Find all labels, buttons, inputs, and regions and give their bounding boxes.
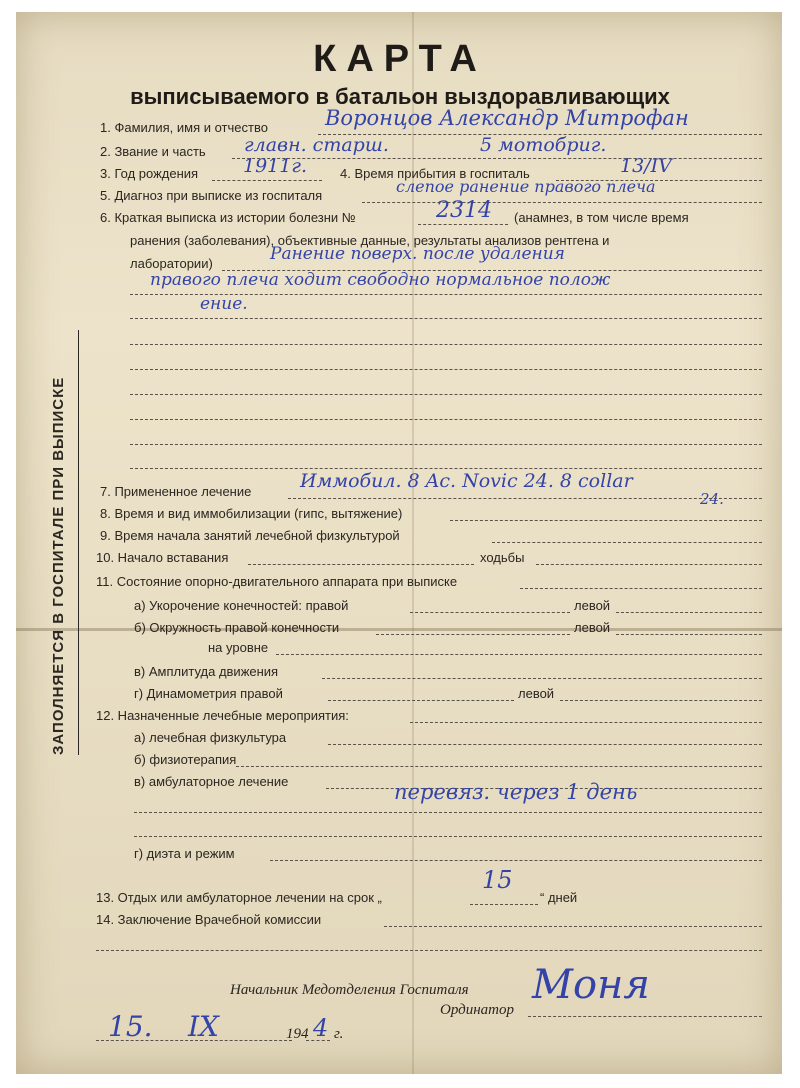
form-subtitle: выписываемого в батальон выздоравливающих [130, 84, 670, 109]
field-12-line [410, 722, 762, 723]
date-year-prefix: 194 [286, 1026, 309, 1042]
field-12d-label: г) диэта и режим [134, 846, 235, 861]
date-year-line [306, 1040, 330, 1041]
field-6-desc: ранения (заболевания), объективные данные, результаты анализов рентгена и [130, 233, 610, 248]
field-11b-line [376, 634, 570, 635]
field-12b-label: б) физиотерапия [134, 752, 237, 767]
field-14-line-2 [96, 950, 762, 951]
field-10-walk: ходьбы [480, 550, 525, 565]
field-10-line-a [248, 564, 474, 565]
field-14-label: 14. Заключение Врачебной комиссии [96, 912, 322, 927]
hw-date-year: 4 [313, 1014, 329, 1042]
field-12-label: 12. Назначенные лечебные мероприятия: [96, 708, 349, 723]
chief-label: Начальник Медотделения Госпиталя [230, 982, 469, 998]
blank-line-3 [130, 394, 762, 395]
field-3-line [212, 180, 322, 181]
field-13-label: 13. Отдых или амбулаторное лечении на срок „ [96, 890, 382, 905]
blank-line-4 [130, 419, 762, 420]
field-6-note: (анамнез, в том числе время [514, 210, 689, 225]
field-13-days: “ дней [540, 890, 578, 905]
field-11b-left: левой [574, 620, 611, 635]
field-12c-line-2 [134, 812, 762, 813]
field-9-line [492, 542, 762, 543]
field-5-label: 5. Диагноз при выписке из госпиталя [100, 188, 323, 203]
field-12d-line [270, 860, 762, 861]
field-13-line [470, 904, 538, 905]
field-11-line [520, 588, 762, 589]
field-11-label: 11. Состояние опорно-двигательного аппарата при выписке [96, 574, 458, 589]
field-7-line [288, 498, 762, 499]
date-year-suffix: г. [334, 1026, 344, 1042]
field-10-label: 10. Начало вставания [96, 550, 229, 565]
blank-line-2 [130, 369, 762, 370]
blank-line-5 [130, 444, 762, 445]
hw-rank: главн. старш. [244, 134, 389, 156]
field-11c-label: в) Амплитуда движения [134, 664, 279, 679]
field-11b-level: на уровне [208, 640, 269, 655]
hw-date-month: IX [188, 1010, 219, 1043]
hw-ambulatory: перевяз. через 1 день [394, 780, 638, 804]
field-4-label: 4. Время прибытия в госпиталь [340, 166, 530, 181]
hw-lab-line-1: Ранение поверх. после удаления [270, 244, 565, 264]
field-11d-label: г) Динамометрия правой [134, 686, 283, 701]
field-11b-label: б) Окружность правой конечности [134, 620, 340, 635]
field-12c-label: в) амбулаторное лечение [134, 774, 289, 789]
blank-line-6 [130, 468, 762, 469]
hw-treatment: Иммобил. 8 Ac. Novic 24. 8 collar [300, 470, 633, 492]
field-1-label: 1. Фамилия, имя и отчество [100, 120, 268, 135]
hw-arrival: 13/IV [620, 155, 672, 177]
ordinator-line [528, 1016, 762, 1017]
field-5-line [362, 202, 762, 203]
field-2-line [232, 158, 762, 159]
field-11a-left: левой [574, 598, 611, 613]
field-14-line [384, 926, 762, 927]
field-11a-label: а) Укорочение конечностей: правой [134, 598, 349, 613]
field-7-label: 7. Примененное лечение [100, 484, 252, 499]
field-12b-line [236, 766, 762, 767]
blank-line-1 [130, 344, 762, 345]
field-8-line [450, 520, 762, 521]
side-note: ЗАПОЛНЯЕТСЯ В ГОСПИТАЛЕ ПРИ ВЫПИСКЕ [50, 376, 67, 755]
hw-lab-line-2: правого плеча ходит свободно нормальное полож [150, 270, 611, 290]
field-6-line [418, 224, 508, 225]
hw-lab-line-3: ение. [200, 294, 248, 314]
field-11a-line-left [616, 612, 762, 613]
hw-date-day: 15. [108, 1010, 153, 1043]
field-6-lab: лаборатории) [130, 256, 213, 271]
field-12c-line-3 [134, 836, 762, 837]
field-8-label: 8. Время и вид иммобилизации (гипс, вытяжение) [100, 506, 403, 521]
field-11c-line [322, 678, 762, 679]
hw-diagnosis: слепое ранение правого плеча [396, 177, 656, 196]
field-11d-line [328, 700, 514, 701]
side-rule [78, 330, 79, 755]
field-11d-left: левой [518, 686, 555, 701]
fold-crease-horizontal [16, 628, 782, 631]
form-title: КАРТА [313, 38, 487, 80]
field-9-label: 9. Время начала занятий лечебной физкультурой [100, 528, 400, 543]
field-12a-line [328, 744, 762, 745]
field-6-label: 6. Краткая выписка из истории болезни № [100, 210, 356, 225]
field-12a-label: а) лечебная физкультура [134, 730, 287, 745]
field-11a-line [410, 612, 570, 613]
hw-name: Воронцов Александр Митрофан [325, 106, 689, 130]
field-11d-line-left [560, 700, 762, 701]
hw-unit: 5 мотобриг. [480, 134, 607, 156]
signature: Моня [532, 962, 650, 1008]
field-11b-level-line [276, 654, 762, 655]
ordinator-label: Ординатор [440, 1002, 514, 1018]
hw-birth-year: 1911г. [243, 155, 307, 177]
hw-history-no: 2314 [436, 198, 492, 223]
field-3-label: 3. Год рождения [100, 166, 199, 181]
field-11b-line-left [616, 634, 762, 635]
hw-term: 15 [482, 866, 513, 894]
field-10-line-b [536, 564, 762, 565]
lab-line-3 [130, 318, 762, 319]
field-2-label: 2. Звание и часть [100, 144, 206, 159]
hw-treatment-2: 24. [700, 490, 724, 508]
